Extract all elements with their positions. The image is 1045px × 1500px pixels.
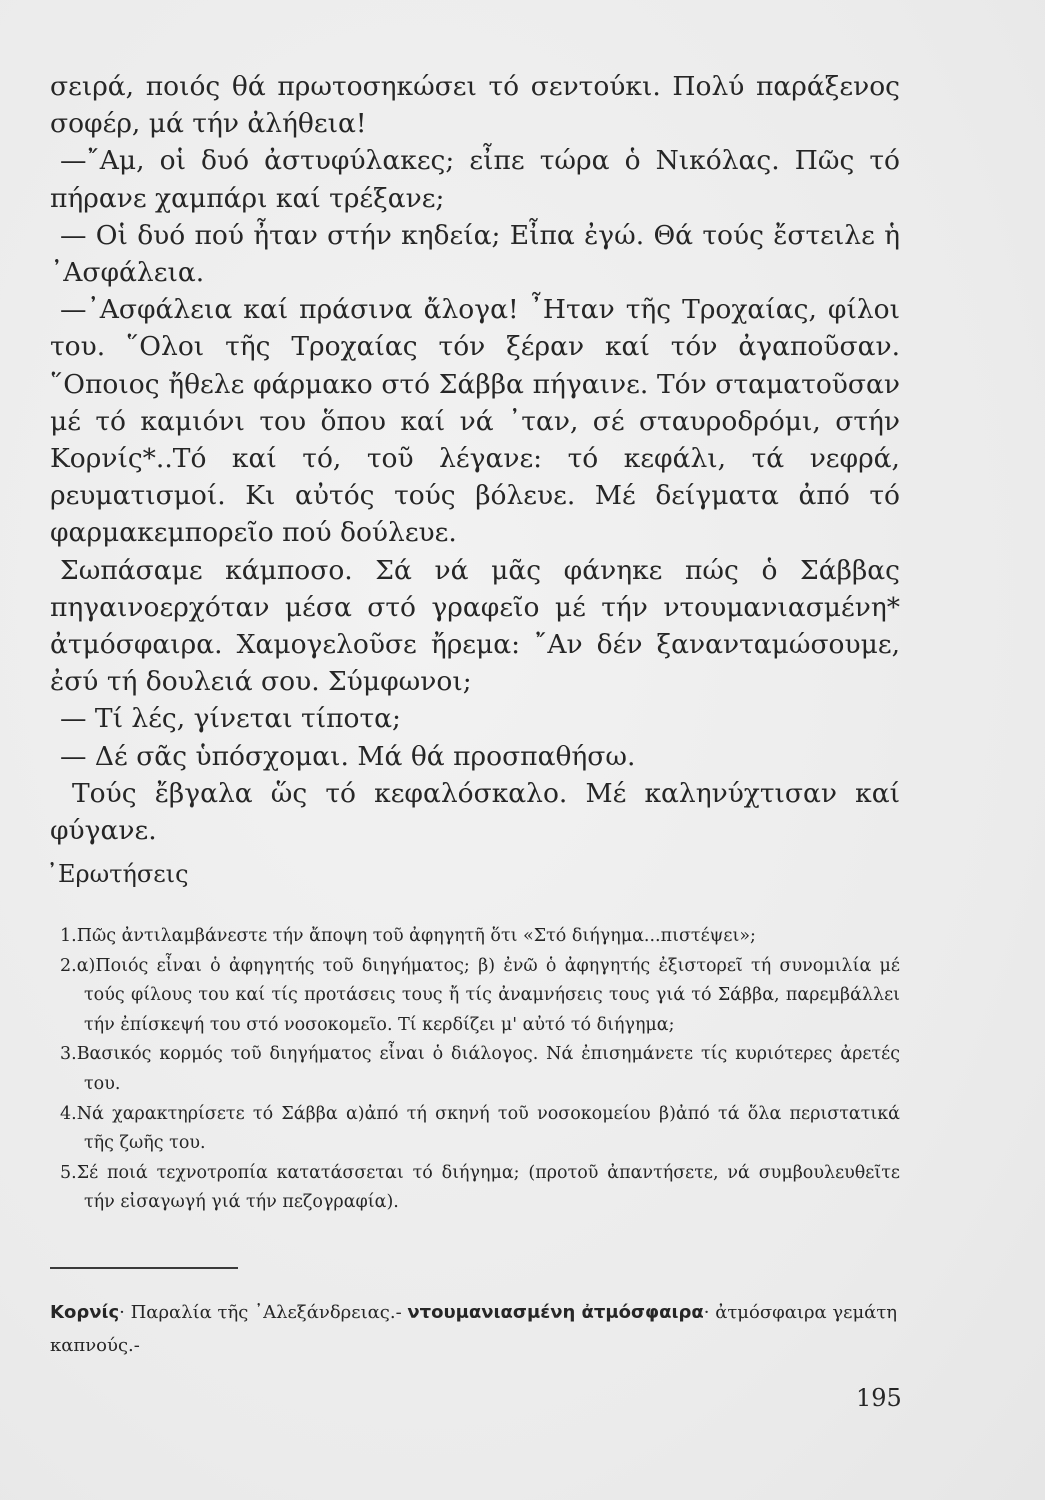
question-item: 5.Σέ ποιά τεχνοτροπία κατατάσσεται τό διήγημα; (προτοῦ ἀπαντήσετε, νά συμβουλευθεῖτε τήν εἰσαγωγή γιά τήν πεζογραφία).: [60, 1162, 900, 1213]
paragraph: —᾿Ασφάλεια καί πράσινα ἄλογα! ῏Ηταν τῆς Τροχαίας, φίλοι του. ῞Ολοι τῆς Τροχαίας τόν ξέραν καί τόν ἀγαποῦσαν. ῞Οποιος ἤθελε φάρμακο στό Σάββα πήγαινε. Τόν σταματοῦσαν μέ τό καμιόνι του ὅπου καί νά ᾿ταν, σέ σταυροδρόμι, στήν Κορνίς*..Τό καί τό, τοῦ λέγανε: τό κεφάλι, τά νεφρά, ρευματισμοί. Κι αὐτός τούς βόλευε. Μέ δείγματα ἀπό τό φαρμακεμπορεῖο πού δούλευε.: [50, 294, 900, 549]
paragraph: — Οἱ δυό πού ἦταν στήν κηδεία; Εἶπα ἐγώ. Θά τούς ἔστειλε ἡ ᾿Ασφάλεια.: [50, 219, 900, 289]
questions-list: [60, 922, 900, 1218]
page-number: 195: [856, 1384, 902, 1412]
paragraph: — Τί λές, γίνεται τίποτα;: [60, 703, 401, 735]
question-item: 1.Πῶς ἀντιλαμβάνεστε τήν ἄποψη τοῦ ἀφηγητῆ ὅτι «Στό διήγημα...πιστέψει»;: [60, 926, 756, 946]
footnote-term: Κορνίς: [50, 1302, 120, 1323]
story-text: [50, 68, 900, 849]
paragraph: σειρά, ποιός θά πρωτοσηκώσει τό σεντούκι. Πολύ παράξενος σοφέρ, μά τήν ἀλήθεια!: [50, 71, 900, 140]
footnote-definition: · Παραλία τῆς ᾿Αλεξάνδρειας.-: [119, 1302, 402, 1323]
question-item: 4.Νά χαρακτηρίσετε τό Σάββα α)ἀπό τή σκηνή τοῦ νοσοκομείου β)ἀπό τά ὅλα περιστατικά τῆς ζωῆς του.: [60, 1103, 900, 1154]
footnote-divider: [50, 1267, 238, 1269]
footnote-definition: · ἀτμόσφαιρα γεμάτη καπνούς.-: [50, 1302, 898, 1356]
question-item: 2.α)Ποιός εἶναι ὁ ἀφηγητής τοῦ διηγήματος; β) ἐνῶ ὁ ἀφηγητής ἐξιστορεῖ τή συνομιλία μέ τούς φίλους του καί τίς προτάσεις τους ἤ τίς ἀναμνήσεις τους γιά τό Σάββα, παρεμβάλλει τήν ἐπίσκεψή του στό νοσοκομεῖο. Τί κερδίζει μ' αὐτό τό διήγημα;: [60, 955, 900, 1035]
footnote-term: ντουμανιασμένη ἀτμόσφαιρα: [407, 1302, 704, 1323]
paragraph: Τούς ἔβγαλα ὥς τό κεφαλόσκαλο. Μέ καληνύχτισαν καί φύγανε.: [50, 777, 900, 847]
footnote: [50, 1296, 900, 1362]
paragraph: — Δέ σᾶς ὑπόσχομαι. Μά θά προσπαθήσω.: [60, 740, 636, 772]
paragraph: Σωπάσαμε κάμποσο. Σά νά μᾶς φάνηκε πώς ὁ Σάββας πηγαινοερχόταν μέσα στό γραφεῖο μέ τήν ντουμανιασμένη* ἀτμόσφαιρα. Χαμογελοῦσε ἤρεμα: ῎Αν δέν ξανανταμώσουμε, ἐσύ τή δουλειά σου. Σύμφωνοι;: [50, 554, 900, 698]
paragraph: —῎Αμ, οἱ δυό ἀστυφύλακες; εἶπε τώρα ὁ Νικόλας. Πῶς τό πήρανε χαμπάρι καί τρέξανε;: [50, 145, 900, 214]
questions-heading: ᾿Ερωτήσεις: [46, 860, 189, 888]
question-item: 3.Βασικός κορμός τοῦ διηγήματος εἶναι ὁ διάλογος. Νά ἐπισημάνετε τίς κυριότερες ἀρετές του.: [60, 1044, 900, 1094]
